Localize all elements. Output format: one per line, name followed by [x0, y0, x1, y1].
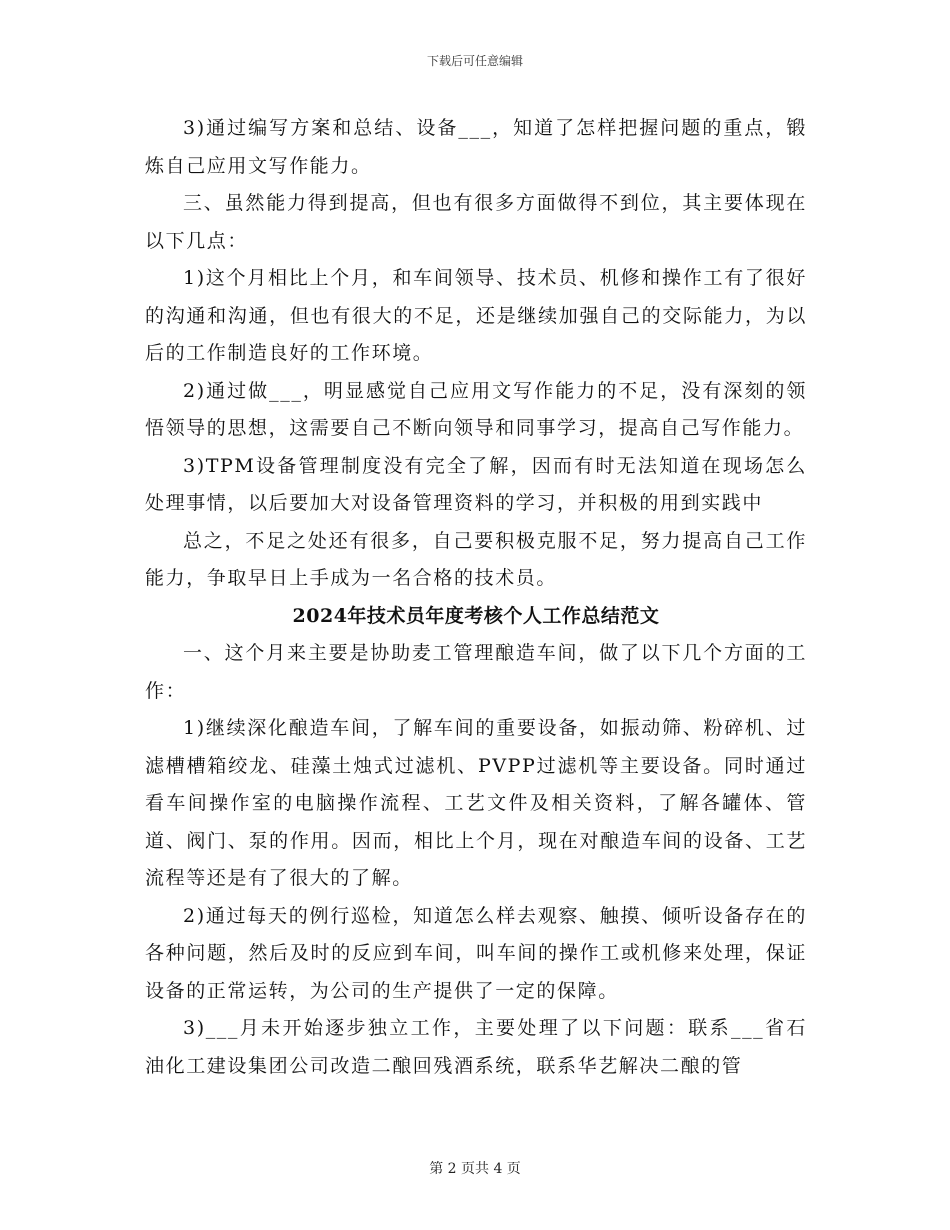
- paragraph-summary-3: 3)通过编写方案和总结、设备___，知道了怎样把握问题的重点，锻炼自己应用文写作能力。: [145, 117, 807, 177]
- paragraph-work-3: 3)___月未开始逐步独立工作，主要处理了以下问题：联系___省石油化工建设集团公司改造二酿回残酒系统，联系华艺解决二酿的管: [145, 1017, 807, 1077]
- paragraph-shortcoming-2: 2)通过做___，明显感觉自己应用文写作能力的不足，没有深刻的领悟领导的思想，这需要自己不断向领导和同事学习，提高自己写作能力。: [145, 379, 807, 439]
- paragraph-work-2: 2)通过每天的例行巡检，知道怎么样去观察、触摸、倾听设备存在的各种问题，然后及时的反应到车间，叫车间的操作工或机修来处理，保证设备的正常运转，为公司的生产提供了一定的保障。: [145, 904, 807, 1002]
- paragraph-work-1: 1)继续深化酿造车间，了解车间的重要设备，如振动筛、粉碎机、过滤槽槽箱绞龙、硅藻土烛式过滤机、PVPP过滤机等主要设备。同时通过看车间操作室的电脑操作流程、工艺文件及相关资料，了解各罐体、管道、阀门、泵的作用。因而，相比上个月，现在对酿造车间的设备、工艺流程等还是有了很大的了解。: [145, 717, 807, 889]
- paragraph-conclusion: 总之，不足之处还有很多，自己要积极克服不足，努力提高自己工作能力，争取早日上手成为一名合格的技术员。: [145, 529, 807, 589]
- paragraph-shortcoming-3: 3)TPM设备管理制度没有完全了解，因而有时无法知道在现场怎么处理事情，以后要加大对设备管理资料的学习，并积极的用到实践中: [145, 454, 807, 514]
- page-header: 下载后可任意编辑: [426, 54, 523, 68]
- paragraph-shortcomings-intro: 三、虽然能力得到提高，但也有很多方面做得不到位，其主要体现在以下几点：: [145, 192, 807, 252]
- document-body: [145, 110, 807, 1085]
- section-title: 2024年技术员年度考核个人工作总结范文: [292, 604, 660, 627]
- paragraph-work-intro: 一、这个月来主要是协助麦工管理酿造车间，做了以下几个方面的工作：: [145, 642, 807, 702]
- paragraph-shortcoming-1: 1)这个月相比上个月，和车间领导、技术员、机修和操作工有了很好的沟通和沟通，但也有很大的不足，还是继续加强自己的交际能力，为以后的工作制造良好的工作环境。: [145, 267, 807, 364]
- page-footer: 第 2 页共 4 页: [429, 1161, 521, 1177]
